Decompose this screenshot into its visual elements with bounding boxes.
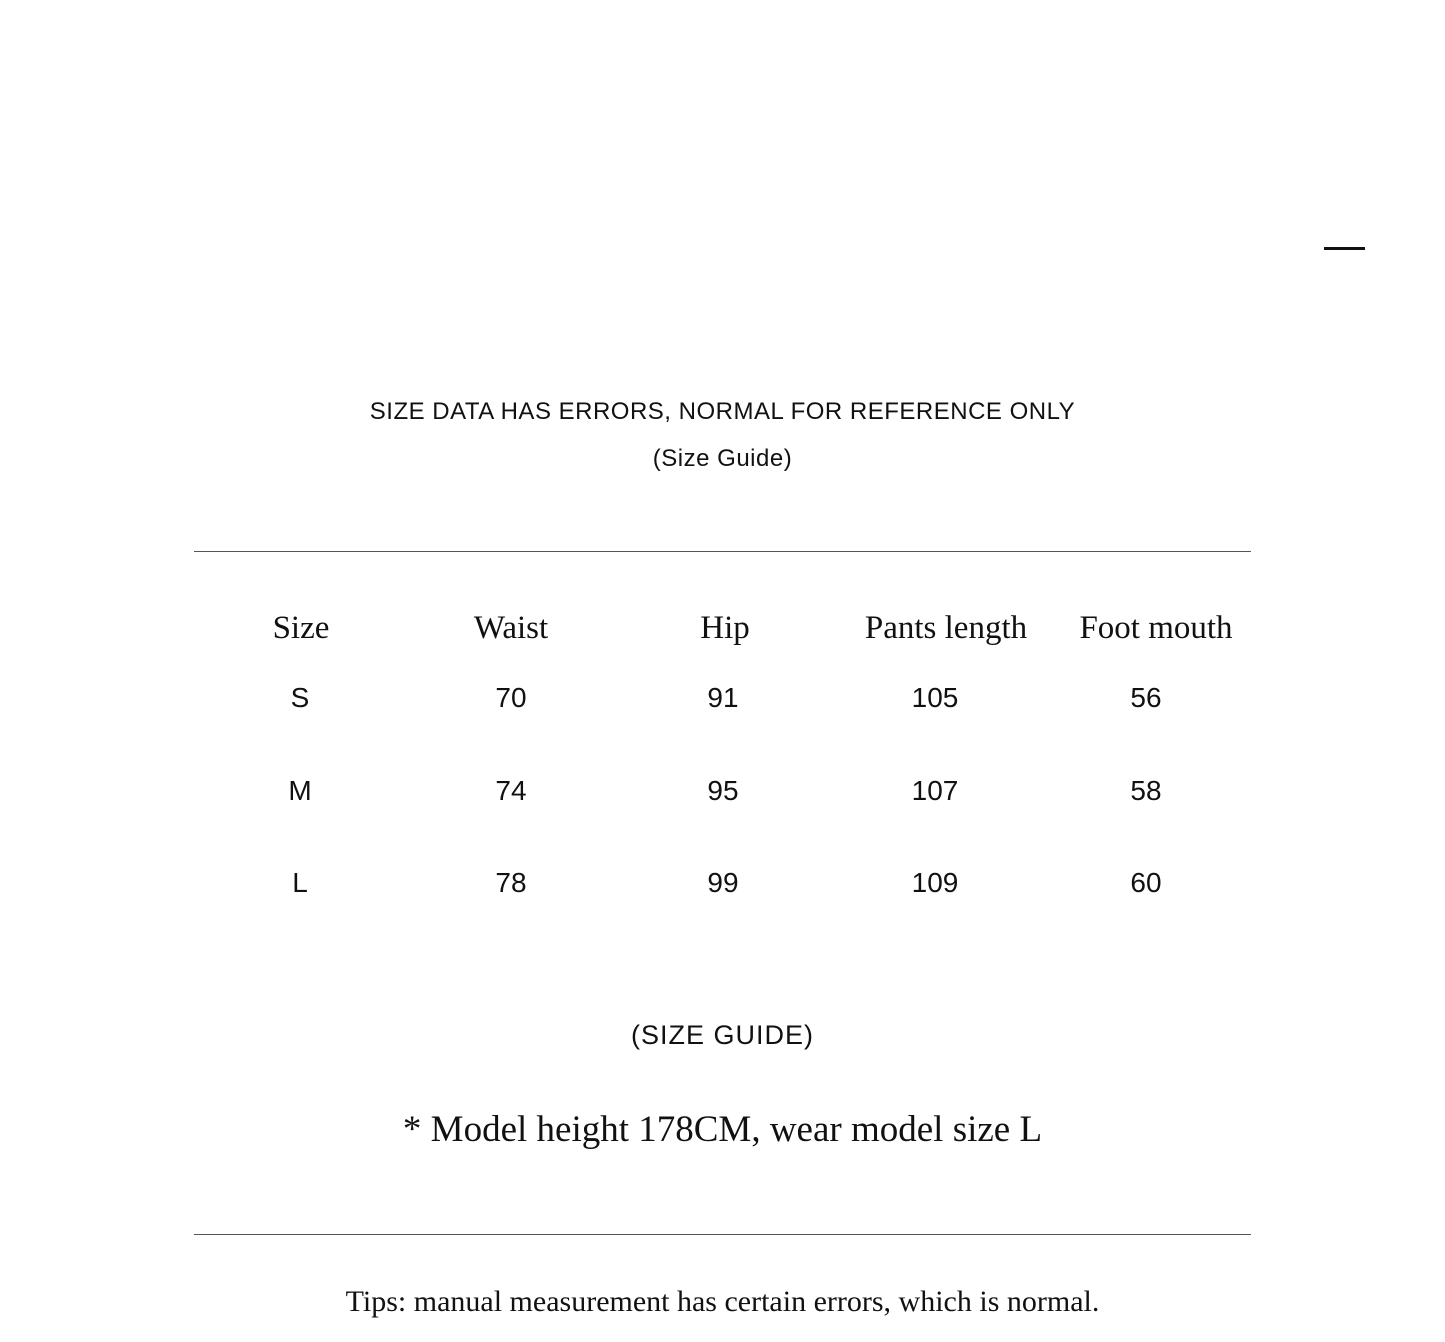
cell-pants-length: 109 [911,867,959,898]
cell-hip: 99 [707,867,739,898]
cell-waist: 78 [495,867,527,898]
cell-pants-length: 105 [911,682,959,713]
header-foot-mouth: Foot mouth [1079,610,1233,646]
header-hip: Hip [700,610,750,646]
cell-foot-mouth: 60 [1130,867,1162,898]
cell-foot-mouth: 58 [1130,775,1162,806]
header-pants-length: Pants length [864,610,1028,646]
top-divider [194,551,1251,552]
model-note: * Model height 178CM, wear model size L [402,1109,1043,1150]
size-guide-subtitle: (Size Guide) [652,445,793,472]
header-waist: Waist [473,610,549,646]
cell-size: S [290,682,310,713]
bottom-divider [194,1234,1251,1235]
cell-foot-mouth: 56 [1130,682,1162,713]
cell-size: L [292,867,308,898]
header-size: Size [272,610,330,646]
cell-hip: 95 [707,775,739,806]
cell-waist: 70 [495,682,527,713]
tips-text: Tips: manual measurement has certain errors, which is normal. [345,1285,1100,1318]
cell-pants-length: 107 [911,775,959,806]
dash-mark [1324,247,1365,250]
cell-size: M [288,775,312,806]
cell-waist: 74 [495,775,527,806]
cell-hip: 91 [707,682,739,713]
size-guide-caption: (SIZE GUIDE) [630,1020,814,1050]
size-notice: SIZE DATA HAS ERRORS, NORMAL FOR REFERENCE ONLY [369,398,1076,425]
